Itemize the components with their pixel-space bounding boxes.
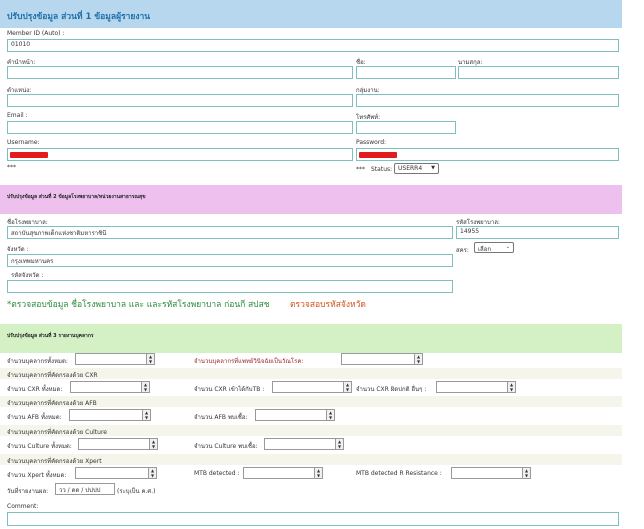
group-label: กลุ่มงาน: [356,87,380,94]
lastname-field[interactable] [458,66,619,79]
email-field[interactable] [7,121,353,134]
email-label: Email : [7,112,28,119]
xpert-total-label: จำนวน Xpert ทั้งหมด: [7,472,67,479]
afb-total-label: จำนวน AFB ทั้งหมด: [7,414,62,421]
province-field[interactable] [7,254,453,267]
report-date-input[interactable] [55,483,115,495]
chevron-down-icon: ⌄ [505,244,510,250]
province-code-label: รหัสจังหวัด : [11,272,44,279]
spinner-icon[interactable]: ▲ ▼ [414,354,422,364]
date-label: วันที่รายงานผล: [7,488,49,495]
spinner-icon[interactable]: ▲ ▼ [141,382,149,392]
spinner-icon[interactable]: ▲ ▼ [343,382,351,392]
cxr-other-label: จำนวน CXR ผิดปกติ อื่นๆ : [356,386,427,393]
hospital-label: ชื่อโรงพยาบาล: [7,219,48,226]
mtb-r-input[interactable] [451,467,531,479]
odpc-label: สคร: [456,247,469,254]
comment-field[interactable] [7,512,619,526]
member-id-value: 01010 [11,41,31,48]
member-id-label: Member ID (Auto) : [7,30,65,37]
hospital-code-field[interactable] [456,226,619,239]
username-field[interactable] [7,148,353,161]
status-label: Status: [371,166,393,173]
spinner-icon[interactable]: ▲ ▼ [335,439,343,449]
section2-title: ปรับปรุงข้อมูล ส่วนที่ 2 ข้อมูลโรงพยาบาล/หน่วยงานสาธารณสุข [7,194,146,200]
spinner-icon[interactable]: ▲ ▼ [326,410,334,420]
section3-title: ปรับปรุงข้อมูล ส่วนที่ 3 รายงานบุคลากร [7,333,94,339]
tb-staff-input[interactable] [341,353,423,365]
verify-note: *ตรวจสอบข้อมูล ชื่อโรงพยาบาล และ และรหัสโรงพยาบาล ก่อนกี สปสช [7,300,270,310]
group-field[interactable] [356,94,619,107]
position-field[interactable] [7,94,353,107]
prefix-label: คำนำหน้า: [7,59,36,66]
province-value: กรุงเทพมหานคร [11,258,54,265]
section1-header [0,0,622,28]
firstname-label: ชื่อ: [356,59,366,66]
cxr-tb-label: จำนวน CXR เข้าได้กับTB : [194,386,265,393]
date-hint: (ระบุเป็น ค.ศ.) [117,488,156,495]
xpert-group-label: จำนวนบุคลากรที่คัดกรองด้วย Xpert [7,458,102,465]
status-value: USERR4 [398,165,423,172]
position-label: ตำแหน่ง: [7,87,32,94]
phone-field[interactable] [356,121,456,134]
comment-label: Comment: [7,503,39,510]
spinner-icon[interactable]: ▲ ▼ [142,410,150,420]
password-field[interactable] [356,148,619,161]
date-placeholder: วว / ดด / ปปปป [59,487,101,494]
spinner-icon[interactable]: ▲ ▼ [146,354,154,364]
section1-title: ปรับปรุงข้อมูล ส่วนที่ 1 ข้อมูลผู้รายงาน [7,12,151,22]
tb-staff-label: จำนวนบุคลากรที่แพทย์วินิจฉัยเป็นวัณโรค: [194,358,304,365]
culture-group-label: จำนวนบุคลากรที่คัดกรองด้วย Culture [7,429,107,436]
member-id-field[interactable] [7,39,619,52]
odpc-select[interactable] [474,242,514,253]
stars-right: *** [356,166,365,173]
spinner-icon[interactable]: ▲ ▼ [507,382,515,392]
section3-header [0,324,622,353]
afb-pos-input[interactable] [255,409,335,421]
phone-label: โทรศัพท์: [356,114,381,121]
hospital-value: สถาบันสุขภาพเด็กแห่งชาติมหาราชินี [11,230,107,237]
afb-pos-label: จำนวน AFB พบเชื้อ: [194,414,248,421]
hospital-code-label: รหัสโรงพยาบาล: [456,219,500,226]
check-province-link[interactable]: ตรวจสอบรหัสจังหวัด [290,300,366,310]
password-redaction [359,152,397,158]
mtb-label: MTB detected : [194,470,240,477]
spinner-icon[interactable]: ▲ ▼ [522,468,530,478]
cxr-tb-input[interactable] [272,381,352,393]
prefix-field[interactable] [7,66,353,79]
cxr-total-input[interactable] [70,381,150,393]
odpc-value: เลือก [478,246,491,253]
culture-total-input[interactable] [78,438,158,450]
mtb-r-label: MTB detected R Resistance : [356,470,442,477]
chevron-down-icon: ▼ [431,165,435,171]
cxr-total-label: จำนวน CXR ทั้งหมด: [7,386,63,393]
password-label: Password: [356,139,387,146]
mtb-input[interactable] [243,467,323,479]
province-code-field[interactable] [7,280,453,293]
xpert-total-input[interactable] [75,467,157,479]
username-redaction [10,152,48,158]
lastname-label: นามสกุล: [458,59,483,66]
firstname-field[interactable] [356,66,456,79]
culture-pos-input[interactable] [264,438,344,450]
hospital-code-value: 14955 [460,228,480,235]
total-staff-label: จำนวนบุคลากรทั้งหมด: [7,358,68,365]
cxr-other-input[interactable] [436,381,516,393]
culture-pos-label: จำนวน Culture พบเชื้อ: [194,443,258,450]
cxr-group-label: จำนวนบุคลากรที่คัดกรองด้วย CXR [7,372,98,379]
spinner-icon[interactable]: ▲ ▼ [148,468,156,478]
afb-group-label: จำนวนบุคลากรที่คัดกรองด้วย AFB [7,400,97,407]
hospital-field[interactable] [7,226,453,239]
total-staff-input[interactable] [75,353,155,365]
stars-left: *** [7,164,16,171]
spinner-icon[interactable]: ▲ ▼ [314,468,322,478]
spinner-icon[interactable]: ▲ ▼ [149,439,157,449]
username-label: Username: [7,139,40,146]
province-label: จังหวัด : [7,246,29,253]
culture-total-label: จำนวน Culture ทั้งหมด: [7,443,72,450]
status-select[interactable] [394,163,439,174]
afb-total-input[interactable] [69,409,151,421]
section2-header [0,185,622,214]
